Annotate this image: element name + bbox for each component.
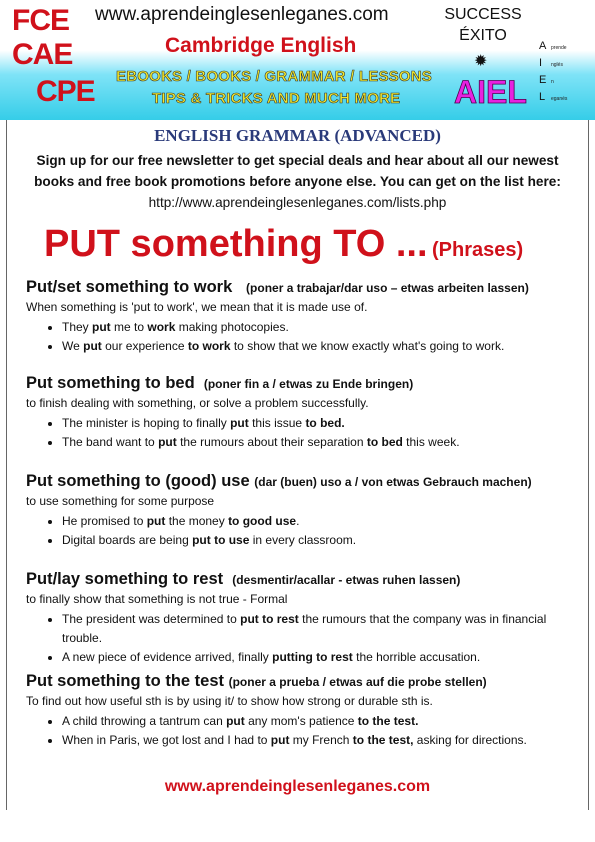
example-keyword: to the test, [352,733,414,747]
logo-letter-a: A [539,40,547,52]
logo-letter-i: I [539,57,543,69]
example-text: our experience [101,339,188,353]
example-keyword: to work [187,339,231,353]
example-list [26,414,576,452]
example-item [62,433,576,452]
logo-letter-l: L [539,91,546,103]
section-definition: to use something for some purpose [26,494,215,508]
example-keyword: to bed [366,435,403,449]
page-border-left [6,120,7,810]
example-keyword: putting to rest [272,650,353,664]
example-keyword: work [147,320,176,334]
example-text: this issue [248,416,306,430]
footer-website[interactable]: www.aprendeinglesenleganes.com [164,778,431,795]
section-translation: (desmentir/acallar - etwas ruhen lassen) [232,573,461,587]
section-phrase: Put something to (good) use [26,472,250,490]
example-text: The band want to [62,435,159,449]
example-text: to show that we know exactly what's going to work. [230,339,505,353]
section-phrase: Put something to bed [26,374,195,392]
example-text: . [296,514,300,528]
example-text: A child throwing a tantrum can [62,714,227,728]
example-text: We [62,339,84,353]
newsletter-link[interactable]: http://www.aprendeinglesenleganes.com/lists.php [148,195,447,210]
ebooks-line: EBOOKS / BOOKS / GRAMMAR / LESSONS [116,68,432,85]
example-text: the rumours about their separation [176,435,367,449]
section-translation: (poner a trabajar/dar uso – etwas arbeiten lassen) [246,281,529,295]
example-keyword: put [146,514,166,528]
logo-word-a: prende [551,45,567,51]
example-item [62,648,576,667]
example-text: the money [165,514,229,528]
example-item [62,337,576,356]
section-phrase: Put/lay something to rest [26,570,224,588]
section-definition: To find out how useful sth is by using it/ to show how strong or durable sth is. [26,694,433,708]
example-keyword: put [230,416,249,430]
example-keyword: put to rest [240,612,299,626]
exam-label-fce: FCE [12,4,69,37]
example-keyword: put [92,320,111,334]
example-text: He promised to [62,514,147,528]
example-list [26,712,576,750]
newsletter-text: Sign up for our free newsletter to get special deals and hear about all our newest books and free book promotions before anyone else. You can get on the list here: [34,153,561,189]
newsletter-block [20,150,575,213]
section-put-to-rest [26,570,576,667]
example-list [26,610,576,667]
example-text: the horrible accusation. [352,650,481,664]
example-keyword: put [226,714,245,728]
example-text: When in Paris, we got lost and I had to [62,733,271,747]
example-text: this week. [402,435,460,449]
example-item [62,712,576,731]
example-keyword: put to use [192,533,250,547]
page-border-right [588,120,589,810]
exito-label: ÉXITO [459,27,507,44]
example-text: any mom's patience [244,714,358,728]
success-label: SUCCESS [444,6,522,23]
page-title-main: PUT something TO ... [44,223,428,265]
example-text: A new piece of evidence arrived, finally [62,650,273,664]
example-text: my French [289,733,353,747]
logo-word-i: nglés [551,62,563,68]
aiel-logo: AIEL [454,74,527,110]
tips-line: TIPS & TRICKS AND MUCH MORE [152,90,401,107]
sun-icon: ✹ [474,53,488,70]
section-put-to-test [26,672,576,750]
example-text: in every classroom. [249,533,357,547]
exam-label-cae: CAE [12,38,73,71]
grammar-title: ENGLISH GRAMMAR (ADVANCED) [154,126,441,145]
example-item [62,512,576,531]
example-keyword: to good use [228,514,297,528]
example-text: The minister is hoping to finally [62,416,231,430]
logo-word-e: n [551,79,554,85]
logo-letter-e: E [539,74,547,86]
section-definition: to finish dealing with something, or solve a problem successfully. [26,396,369,410]
example-text: making photocopies. [175,320,289,334]
example-keyword: to the test. [357,714,419,728]
example-keyword: put [83,339,102,353]
page-title-sub: (Phrases) [432,239,524,261]
section-phrase: Put/set something to work [26,278,233,296]
example-text: They [62,320,93,334]
example-text: The president was determined to [62,612,241,626]
example-keyword: to bed. [305,416,345,430]
example-item [62,531,576,550]
section-definition: to finally show that something is not true - Formal [26,592,288,606]
section-translation: (poner a prueba / etwas auf die probe stellen) [228,675,487,689]
section-put-to-use [26,472,576,550]
section-put-to-work [26,278,576,356]
cambridge-label: Cambridge English [165,34,357,57]
section-translation: (dar (buen) uso a / von etwas Gebrauch machen) [254,475,532,489]
exam-label-cpe: CPE [36,75,95,108]
section-translation: (poner fin a / etwas zu Ende bringen) [203,377,414,391]
example-text: me to [110,320,148,334]
section-definition: When something is 'put to work', we mean that it is made use of. [26,300,368,314]
example-keyword: put [158,435,177,449]
example-list [26,318,576,356]
section-put-to-bed [26,374,576,452]
example-text: Digital boards are being [62,533,193,547]
section-phrase: Put something to the test [26,672,224,690]
example-keyword: put [270,733,290,747]
example-list [26,512,576,550]
example-item [62,731,576,750]
logo-word-l: eganés [551,96,568,102]
example-text: the rumours that the company was in financial trouble. [62,612,547,645]
example-item [62,318,576,337]
example-text: asking for directions. [413,733,527,747]
example-item [62,610,576,648]
page-title [44,223,523,266]
example-item [62,414,576,433]
header-website[interactable]: www.aprendeinglesenleganes.com [95,4,389,25]
